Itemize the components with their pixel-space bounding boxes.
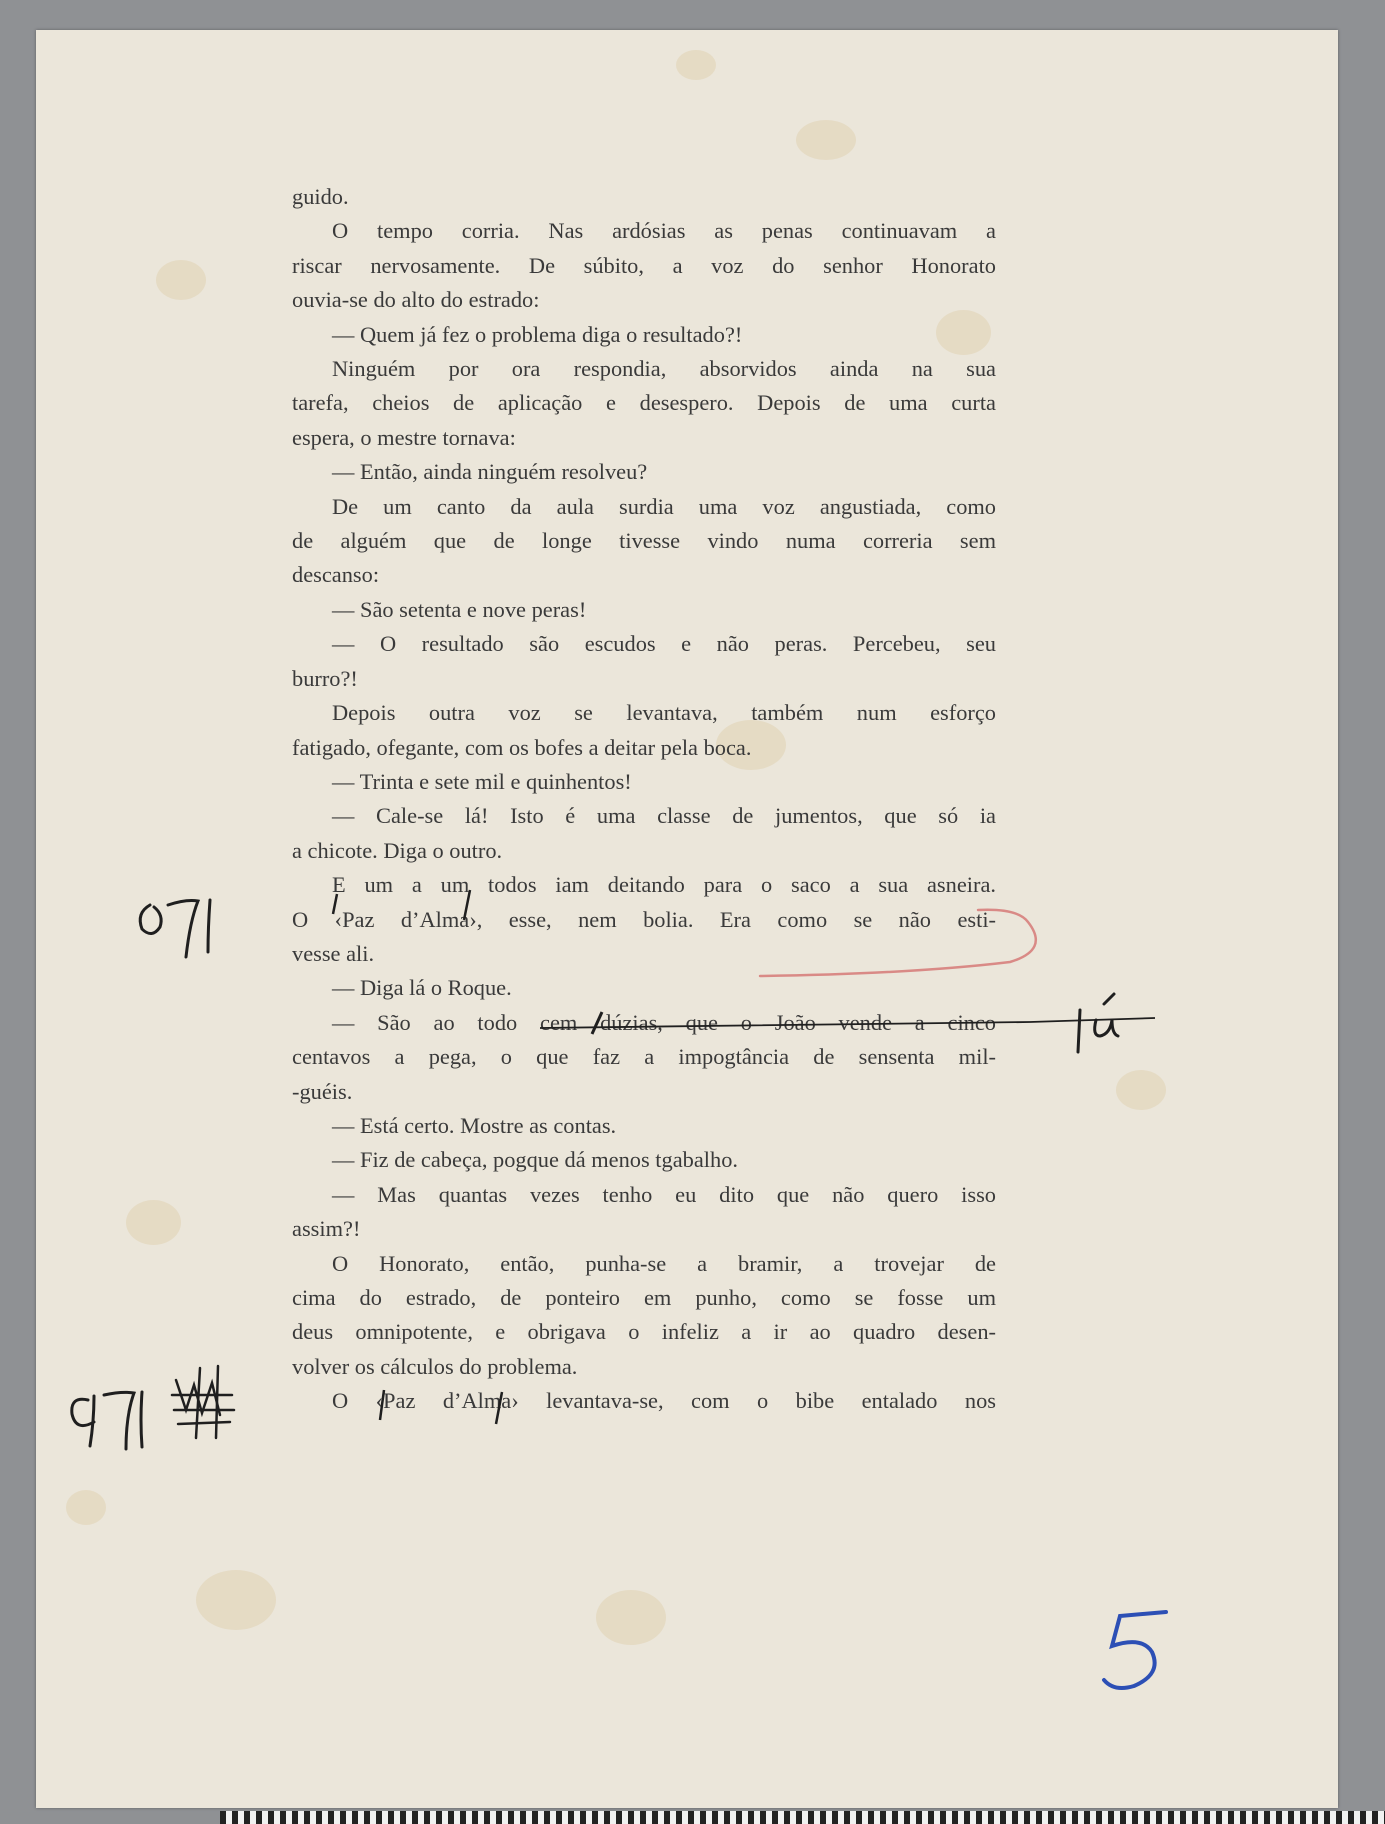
text-line: riscar nervosamente. De súbito, a voz do senhor Honorato bbox=[292, 252, 996, 278]
text-line: — Está certo. Mostre as contas. bbox=[332, 1112, 617, 1138]
text-line: O tempo corria. Nas ardósias as penas continuavam a bbox=[332, 218, 996, 244]
text-line: tarefa, cheios de aplicação e desespero. Depois de uma curta bbox=[292, 390, 996, 416]
text-line: — São ao todo cem dúzias, que o João vende a cinco bbox=[332, 1009, 996, 1035]
left-margin-scribble bbox=[172, 1366, 234, 1438]
text-line: Depois outra voz se levantava, também num esforço bbox=[332, 700, 996, 726]
pencil-strike-line bbox=[540, 1018, 1155, 1028]
red-pencil-underline bbox=[760, 910, 1036, 976]
text-line: Ninguém por ora respondia, absorvidos ainda na sua bbox=[332, 356, 996, 382]
text-line: -guéis. bbox=[292, 1078, 353, 1104]
text-line: — Fiz de cabeça, pogque dá menos tgabalho. bbox=[332, 1147, 739, 1173]
text-line: — O resultado são escudos e não peras. Percebeu, seu bbox=[332, 631, 996, 657]
text-line: — Trinta e sete mil e quinhentos! bbox=[332, 768, 632, 794]
text-line: guido. bbox=[292, 184, 349, 209]
text-line: cima do estrado, de ponteiro em punho, como se fosse um bbox=[292, 1285, 996, 1310]
left-margin-mark-lower bbox=[72, 1392, 142, 1449]
text-line: a chicote. Diga o outro. bbox=[292, 837, 503, 863]
right-margin-correction bbox=[1078, 994, 1118, 1052]
text-line: burro?! bbox=[292, 665, 358, 691]
text-line: vesse ali. bbox=[292, 940, 375, 966]
text-line: — Cale-se lá! Isto é uma classe de jumentos, que só ia bbox=[332, 803, 996, 829]
text-line: descanso: bbox=[292, 562, 380, 588]
blue-page-number bbox=[1104, 1612, 1166, 1688]
quote-correction-marks bbox=[333, 890, 502, 1424]
text-line: O Honorato, então, punha-se a bramir, a trovejar de bbox=[332, 1250, 996, 1276]
text-line: ouvia-se do alto do estrado: bbox=[292, 287, 540, 313]
text-line: deus omnipotente, e obrigava o infeliz a ir ao quadro desen- bbox=[292, 1319, 996, 1345]
text-line: — São setenta e nove peras! bbox=[332, 596, 587, 622]
text-line: centavos a pega, o que faz a impogtância de sensenta mil- bbox=[292, 1044, 996, 1070]
text-line: de alguém que de longe tivesse vindo numa correria sem bbox=[292, 528, 996, 554]
text-line: — Então, ainda ninguém resolveu? bbox=[332, 459, 648, 485]
insertion-mark bbox=[592, 1012, 602, 1034]
left-margin-mark-upper bbox=[140, 900, 210, 957]
text-line: fatigado, ofegante, com os bofes a deitar pela boca. bbox=[292, 734, 752, 760]
text-line: E um a um todos iam deitando para o saco a sua asneira. bbox=[332, 872, 996, 898]
text-line: O ‹Paz d’Alma› levantava-se, com o bibe entalado nos bbox=[332, 1388, 996, 1414]
text-line: assim?! bbox=[292, 1216, 361, 1242]
text-line: O ‹Paz d’Alma›, esse, nem bolia. Era como se não esti- bbox=[292, 906, 996, 932]
text-line: volver os cálculos do problema. bbox=[292, 1353, 578, 1379]
text-line: — Diga lá o Roque. bbox=[332, 975, 512, 1001]
color-scale-ruler bbox=[220, 1811, 1385, 1824]
text-line: — Mas quantas vezes tenho eu dito que não quero isso bbox=[332, 1181, 996, 1207]
text-line: — Quem já fez o problema diga o resultado?! bbox=[332, 321, 743, 347]
text-line: De um canto da aula surdia uma voz angustiada, como bbox=[332, 493, 996, 519]
text-line: espera, o mestre tornava: bbox=[292, 424, 516, 450]
